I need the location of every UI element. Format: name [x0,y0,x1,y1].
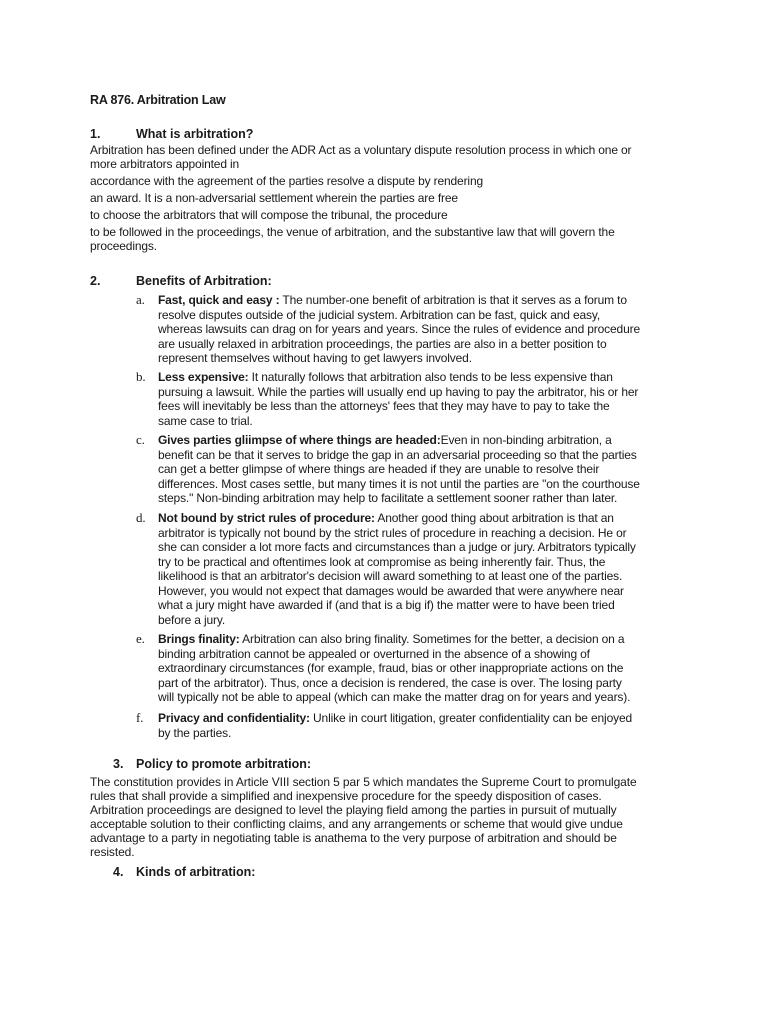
list-item-body [158,293,678,366]
benefit-text: before a jury. [158,612,226,627]
benefit-text: binding arbitration cannot be appealed or overturned in the absence of a showing of [158,646,590,661]
benefit-label: Privacy and confidentiality: [158,711,310,725]
benefit-text: fees will inevitably be less than the attorneys' fees that they may have to pay to take the [158,399,610,413]
benefit-text: extraordinary circumstances (for example, fraud, bias or other inappropriate actions on the [158,661,624,675]
benefit-text: represent themselves without having to get lawyers involved. [158,351,472,365]
benefit-text: pursuing a lawsuit. While the parties will usually end up having to pay the arbitrator, his or her [158,384,639,399]
section-2-heading [90,274,390,290]
paragraph-line: Arbitration has been defined under the ADR Act as a voluntary dispute resolution process in which one or [90,143,632,157]
list-item-body [158,370,678,428]
section-1-paragraph [90,143,682,253]
list-item-body [158,511,678,627]
list-item-body [158,711,678,740]
benefit-text: likelihood is that an arbitrator's decision will award something to at least one of the parties. [158,569,623,583]
benefit-text: steps." Non-binding arbitration may help to facilitate a settlement sooner rather than later. [158,491,618,505]
section-4-heading [113,865,413,881]
paragraph-line: acceptable solution to their conflicting claims, and any arrangements or scheme that would give undue [90,817,623,831]
benefit-text: by the parties. [158,725,232,740]
benefit-text: It naturally follows that arbitration also tends to be less expensive than [248,370,613,384]
section-heading-text: Benefits of Arbitration: [136,274,272,288]
benefit-text: are usually relaxed in arbitration proceedings, the parties are also in a better position to [158,336,607,351]
benefit-label: Gives parties gliimpse of where things are headed: [158,433,441,447]
paragraph-line: to be followed in the proceedings, the venue of arbitration, and the substantive law that will govern the [90,225,615,239]
benefit-label: Less expensive: [158,370,249,384]
paragraph-line: advantage to a party in negotiating table is anathema to the very purpose of arbitration and should be [90,831,617,845]
section-1-heading [90,127,390,143]
benefit-text: will typically not be able to appeal (which can make the matter drag on for years and years). [158,690,631,704]
list-letter: c. [136,432,145,447]
benefit-text: can get a better glimpse of where things are headed if they are unable to resolve their [158,462,600,476]
list-letter: d. [136,510,146,525]
benefit-text: The number-one benefit of arbitration is that it serves as a forum to [279,293,627,307]
section-3-heading [113,757,413,773]
benefit-text: same case to trial. [158,413,253,428]
benefit-text: differences. Most cases settle, but many times it is not until the parties are "on the courthouse [158,476,640,491]
section-number: 1. [90,127,101,141]
benefit-text: Even in non-binding arbitration, a [440,433,612,447]
benefit-text: arbitrator is typically not bound by the strict rules of procedure in reaching a decision. He or [158,525,627,540]
document-title: RA 876. Arbitration Law [90,93,226,107]
benefit-text: whereas lawsuits can drag on for years and years. Since the rules of evidence and procedure [158,322,640,336]
benefit-text: Unlike in court litigation, greater confidentiality can be enjoyed [309,711,632,725]
benefit-text: Arbitration can also bring finality. Sometimes for the better, a decision on a [239,632,625,646]
section-number: 3. [113,757,124,771]
paragraph-line: Arbitration proceedings are designed to level the playing field among the parties in pursuit of mutually [90,803,617,817]
benefit-text: However, you would not expect that damages would be awarded that were anywhere near [158,583,624,598]
paragraph-line: rules that shall provide a simplified and inexpensive procedure for the speedy disposition of cases. [90,789,602,803]
list-letter: f. [136,710,144,725]
paragraph-line: resisted. [90,845,135,859]
section-heading-text: What is arbitration? [136,127,254,141]
paragraph-line: accordance with the agreement of the parties resolve a dispute by rendering [90,174,483,188]
section-heading-text: Policy to promote arbitration: [136,757,312,771]
list-letter: b. [136,369,146,384]
section-3-paragraph [90,775,660,859]
benefit-text: resolve disputes outside of the judicial system. Arbitration can be fast, quick and easy, [158,307,601,322]
section-number: 4. [113,865,124,879]
benefit-text: she can consider a lot more facts and circumstances than a judge or jury. Arbitrators typically [158,540,636,554]
section-number: 2. [90,274,101,288]
benefit-label: Not bound by strict rules of procedure: [158,511,375,525]
list-item-body [158,433,678,506]
benefit-text: benefit can be that it serves to bridge the gap in an adversarial proceeding so that the parties [158,447,637,462]
paragraph-line: The constitution provides in Article VIII section 5 par 5 which mandates the Supreme Court to promulgate [90,775,637,789]
paragraph-line: proceedings. [90,239,157,253]
benefit-text: try to be practical and oftentimes look at compromise as being inherently fair. Thus, the [158,554,606,569]
benefit-text: Another good thing about arbitration is that an [374,511,614,525]
list-item-body [158,632,678,705]
benefit-text: part of the arbitrator). Thus, once a decision is rendered, the case is over. The losing party [158,675,622,690]
paragraph-line: to choose the arbitrators that will compose the tribunal, the procedure [90,208,448,222]
list-letter: a. [136,292,145,307]
list-letter: e. [136,631,145,646]
benefit-text: what a jury might have awarded if (and that is a big if) the matter were to have been tried [158,598,615,612]
benefit-label: Fast, quick and easy : [158,293,280,307]
paragraph-line: an award. It is a non-adversarial settlement wherein the parties are free [90,191,458,205]
section-heading-text: Kinds of arbitration: [136,865,256,879]
benefit-label: Brings finality: [158,632,240,646]
paragraph-line: more arbitrators appointed in [90,157,240,171]
